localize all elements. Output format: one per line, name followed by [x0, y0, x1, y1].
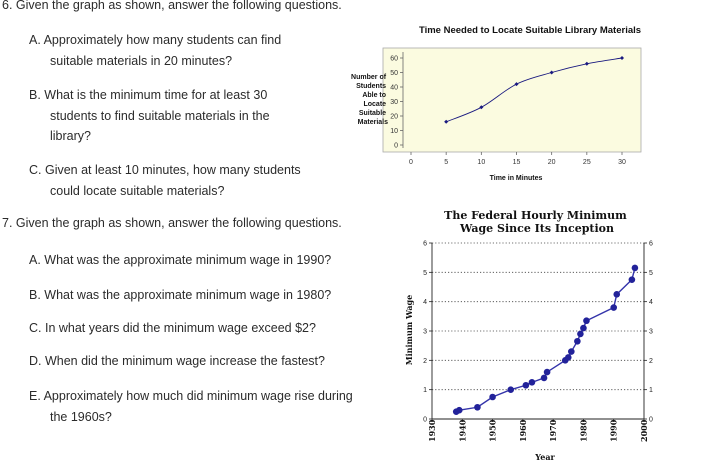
chart1-x-tick-label: 0	[409, 159, 413, 166]
chart2-data-point	[583, 317, 590, 324]
chart1-y-label-line: Materials	[357, 119, 388, 126]
chart1-y-label-line: Students	[356, 83, 387, 90]
chart2-data-point	[541, 375, 548, 382]
chart2-data-point	[580, 325, 587, 332]
chart2-x-tick-label: 1990	[608, 419, 619, 442]
chart2-data-point	[629, 276, 636, 283]
chart2-x-tick-label: 1950	[487, 419, 498, 442]
chart2-data-point	[456, 407, 463, 414]
chart1-y-label-line: Suitable	[358, 110, 387, 117]
chart2-data-point	[474, 404, 481, 411]
q6-c-line1: C. Given at least 10 minutes, how many students	[29, 163, 301, 177]
chart2-y-tick-label-right: 1	[649, 387, 653, 395]
chart2-data-point	[507, 386, 514, 393]
chart2-y-tick-label: 4	[423, 299, 427, 307]
chart2-x-label: Year	[535, 452, 555, 461]
chart2-data-point	[613, 291, 620, 298]
chart1-x-tick-label: 15	[512, 159, 521, 166]
chart2-data-point	[632, 265, 639, 272]
q7-heading: 7. Given the graph as shown, answer the following questions.	[2, 216, 342, 230]
chart1-x-label: Time in Minutes	[489, 175, 543, 182]
chart2-series-line	[456, 268, 635, 412]
chart1-y-tick-label: 40	[390, 84, 398, 92]
chart1-y-tick-label: 60	[390, 55, 398, 63]
chart2-y-tick-label: 2	[423, 357, 427, 365]
chart2-data-point	[529, 379, 536, 386]
chart2-data-point	[523, 382, 530, 389]
q7-a: A. What was the approximate minimum wage in 1990?	[29, 253, 332, 267]
chart1-y-label-line: Locate	[363, 101, 387, 108]
chart2-data-point	[568, 348, 575, 355]
chart2-y-tick-label: 1	[423, 387, 427, 395]
library-time-chart	[340, 18, 702, 188]
chart2-x-tick-label: 1980	[578, 419, 589, 442]
chart2-data-point	[565, 354, 572, 361]
chart2-data-point	[577, 331, 584, 338]
chart2-x-tick-label: 2000	[639, 419, 649, 442]
chart2-data-point	[610, 304, 617, 311]
chart2-y-tick-label-right: 3	[649, 328, 653, 336]
q7-e-line2: the 1960s?	[50, 410, 112, 424]
chart1-x-tick-label: 10	[477, 159, 486, 166]
q6-b-line2: students to find suitable materials in the	[50, 109, 270, 123]
q7-b: B. What was the approximate minimum wage in 1980?	[29, 288, 332, 302]
q7-d: D. When did the minimum wage increase the fastest?	[29, 354, 325, 368]
chart1-y-tick-label: 20	[390, 113, 398, 121]
chart2-y-tick-label-right: 2	[649, 357, 653, 365]
chart1-x-tick-label: 30	[618, 159, 626, 166]
chart2-y-tick-label-right: 5	[649, 269, 653, 277]
chart2-y-tick-label-right: 4	[649, 299, 653, 307]
chart2-data-point	[544, 369, 551, 376]
chart2-y-tick-label: 0	[423, 416, 427, 424]
chart1-x-tick-label: 25	[582, 159, 591, 166]
chart1-y-label-line: Number of	[351, 74, 387, 81]
chart2-x-tick-label: 1970	[548, 419, 559, 442]
chart1-y-tick-label: 50	[390, 70, 398, 77]
q7-c: C. In what years did the minimum wage exceed $2?	[29, 321, 316, 335]
chart2-y-tick-label: 5	[423, 269, 427, 277]
minimum-wage-chart	[400, 205, 702, 461]
q6-c-line2: could locate suitable materials?	[50, 184, 225, 198]
chart2-y-tick-label-right: 6	[649, 240, 653, 248]
chart2-y-tick-label-right: 0	[649, 416, 653, 424]
chart2-title-line: Wage Since Its Inception	[459, 222, 615, 235]
q6-b-line3: library?	[50, 129, 91, 143]
chart2-y-label: Minimum Wage	[404, 294, 414, 366]
chart1-y-tick-label: 0	[394, 142, 398, 150]
chart2-data-point	[489, 394, 496, 401]
chart1-title: Time Needed to Locate Suitable Library Materials	[418, 25, 642, 36]
q6-heading: 6. Given the graph as shown, answer the following questions.	[2, 0, 342, 12]
chart1-y-tick-label: 10	[390, 128, 398, 135]
chart2-x-tick-label: 1940	[457, 419, 468, 442]
chart1-x-tick-label: 5	[444, 159, 449, 166]
chart2-title-line: The Federal Hourly Minimum	[444, 209, 627, 222]
chart2-data-point	[574, 338, 581, 345]
chart2-x-tick-label: 1960	[517, 419, 528, 442]
chart1-plot-area	[383, 48, 641, 152]
chart1-x-tick-label: 20	[547, 159, 556, 166]
chart1-y-label	[351, 74, 388, 126]
q6-a-line1: A. Approximately how many students can find	[29, 33, 282, 47]
q7-e-line1: E. Approximately how much did minimum wage rise during	[29, 389, 353, 403]
q6-b-line1: B. What is the minimum time for at least 30	[29, 88, 268, 102]
q6-a-line2: suitable materials in 20 minutes?	[50, 54, 233, 68]
chart1-y-tick-label: 30	[390, 99, 398, 106]
chart2-y-tick-label: 6	[423, 240, 427, 248]
chart1-y-label-line: Able to	[362, 92, 387, 99]
chart2-x-tick-label: 1930	[427, 419, 437, 442]
chart2-y-tick-label: 3	[423, 328, 427, 336]
chart2-title	[444, 209, 630, 235]
